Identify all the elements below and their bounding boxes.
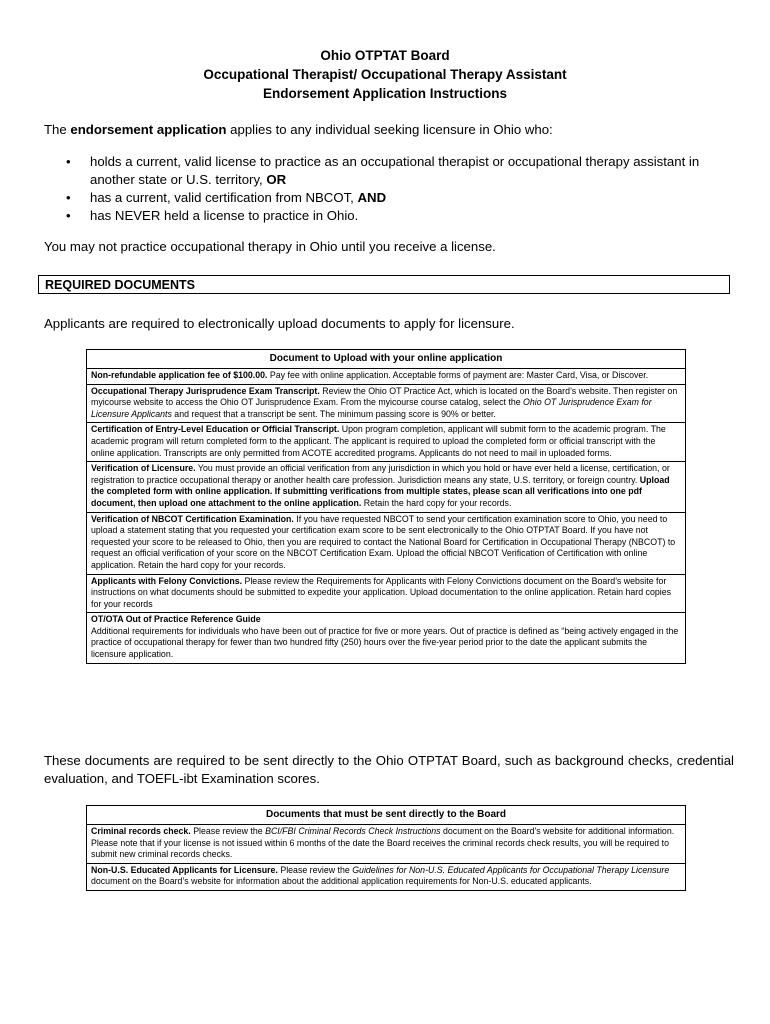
- table-cell: [87, 423, 686, 462]
- list-item: [66, 189, 736, 207]
- upload-documents-table: [86, 349, 686, 664]
- row-bold-lead: Certification of Entry-Level Education or Official Transcript.: [91, 424, 340, 435]
- profession-heading: Occupational Therapist/ Occupational Therapy Assistant: [203, 67, 567, 82]
- table-cell: [87, 462, 686, 512]
- table-cell: [87, 384, 686, 423]
- table-cell: [87, 825, 686, 864]
- row-bold-lead: Applicants with Felony Convictions.: [91, 575, 243, 586]
- row-text: Upon program completion, applicant will submit form to the academic program. The academic program will return completed form to the applicant. The applicant is required to upload the completed form or official transcript with the online application. Transcripts are only permitted from ACOTE accredited programs. Applicants do not need to mail in uploaded forms.: [91, 424, 666, 458]
- table-cell: [87, 512, 686, 574]
- list-item: [66, 153, 736, 189]
- row-text: Please review the: [190, 826, 266, 836]
- row-text: Retain the hard copy for your records.: [361, 497, 512, 508]
- row-italic-title: Ohio OT Jurisprudence Exam for Licensure Applicants: [91, 397, 652, 419]
- row-bold-lead: Verification of NBCOT Certification Examination.: [91, 513, 294, 524]
- table-header: Documents that must be sent directly to the Board: [87, 806, 686, 825]
- row-bold-lead: Verification of Licensure.: [91, 463, 196, 474]
- table-header: Document to Upload with your online application: [87, 350, 686, 369]
- table-row: [87, 423, 686, 462]
- list-item: [66, 207, 736, 225]
- table-row: [87, 512, 686, 574]
- bullet-icon: •: [66, 154, 71, 169]
- row-text: Please review the Requirements for Applicants with Felony Convictions document on the Board’s website for instructions on what documents should be submitted to expedite your application. Upload documentation to the online application. Retain hard copies for your records: [91, 575, 671, 609]
- row-text: Please review the: [277, 864, 353, 875]
- bullet-icon: •: [66, 190, 71, 205]
- row-text: and request that a transcript be sent. The minimum passing score is 90% or better.: [171, 408, 496, 419]
- row-text: document on the Board’s website for additional information. Please note that if your license is not issued within 6 months of the date the Board receives the criminal records check results, you will be required to submit new criminal records checks.: [91, 826, 675, 860]
- table-cell: [87, 613, 686, 663]
- document-title: Endorsement Application Instructions: [262, 86, 508, 101]
- eligibility-list: [66, 153, 736, 225]
- list-item-text: has NEVER held a license to practice in Ohio.: [90, 208, 359, 223]
- row-bold-lead: Occupational Therapy Jurisprudence Exam Transcript.: [91, 385, 320, 396]
- table-row: [87, 369, 686, 385]
- table-row: [87, 574, 686, 613]
- row-italic-title: BCI/FBI Criminal Records Check Instructions: [265, 826, 441, 836]
- table-cell: [87, 369, 686, 385]
- table-row: [87, 462, 686, 512]
- table-row: [87, 825, 686, 864]
- required-documents-section-header: REQUIRED DOCUMENTS: [38, 275, 730, 294]
- row-bold-lead: Non-U.S. Educated Applicants for Licensure.: [91, 864, 278, 875]
- table-row: [87, 384, 686, 423]
- row-bold-lead: OT/OTA Out of Practice Reference Guide: [91, 614, 261, 625]
- row-text: If you have requested NBCOT to send your certification examination score to Ohio, you need to upload a statement stating that you requested your certification exam score to be sent electronically to the Ohio OTPTAT Board. If you have not requested your score to be released to Ohio, then you are required to contact the National Board for Certification in Occupational Therapy (NBCOT) to request an official verification of your score on the NBCOT Certification Exam. Upload the official NBCOT Verification of Certification with online application. Retain the hard copy for your records.: [91, 513, 676, 570]
- list-item-connector: AND: [357, 190, 387, 205]
- list-item-text: holds a current, valid license to practice as an occupational therapist or occupational therapy assistant in another state or U.S. territory,: [90, 154, 700, 187]
- row-bold-lead: Criminal records check.: [91, 826, 191, 836]
- row-text: You must provide an official verification from any jurisdiction in which you hold or have ever held a license, certification, or registration to practice occupational therapy or another health care profession. Jurisdiction means any state, U.S. territory, or foreign country.: [91, 463, 670, 485]
- list-item-text: has a current, valid certification from NBCOT,: [90, 190, 358, 205]
- row-text: Additional requirements for individuals who have been out of practice for five or more years. Out of practice is defined as “being actively engaged in the practice of occupational therapy for fewer than two hundred fifty (250) hours over the five-year period prior to the date the applicant submits the licensure application.: [91, 625, 679, 660]
- intro-bold-term: endorsement application: [70, 122, 227, 137]
- board-documents-table: [86, 805, 686, 891]
- practice-notice: You may not practice occupational therapy in Ohio until you receive a license.: [44, 239, 496, 254]
- table-row: [87, 863, 686, 890]
- list-item-connector: OR: [266, 172, 287, 187]
- intro-prefix: The: [44, 122, 71, 137]
- sent-directly-paragraph: These documents are required to be sent directly to the Ohio OTPTAT Board, such as background checks, credential evaluation, and TOEFL-ibt Examination scores.: [44, 753, 734, 786]
- intro-suffix: applies to any individual seeking licensure in Ohio who:: [226, 122, 553, 137]
- row-bold-lead: Non-refundable application fee of $100.00.: [91, 370, 268, 380]
- row-text: Review the Ohio OT Practice Act, which is located on the Board’s website. Then register on myicourse website to access the Ohio OT Jurisprudence Exam. From the myicourse course catalog, select the: [91, 385, 678, 408]
- table-cell: [87, 574, 686, 613]
- board-name-heading: Ohio OTPTAT Board: [320, 48, 450, 63]
- row-bold-instruction: Upload the completed form with online application. If submitting verifications from multiple states, please scan all verifications into one pdf document, then upload one attachment to the online application.: [91, 474, 670, 508]
- upload-intro-text: Applicants are required to electronically upload documents to apply for licensure.: [44, 316, 515, 331]
- row-italic-title: Guidelines for Non-U.S. Educated Applicants for Occupational Therapy Licensure: [352, 864, 670, 875]
- table-row: [87, 613, 686, 663]
- row-text: document on the Board’s website for information about the additional application requirements for Non-U.S. educated applicants.: [91, 876, 592, 887]
- row-text: Pay fee with online application. Acceptable forms of payment are: Master Card, Visa, or Discover.: [267, 370, 649, 380]
- table-cell: [87, 863, 686, 890]
- intro-paragraph: [44, 121, 734, 139]
- bullet-icon: •: [66, 208, 71, 223]
